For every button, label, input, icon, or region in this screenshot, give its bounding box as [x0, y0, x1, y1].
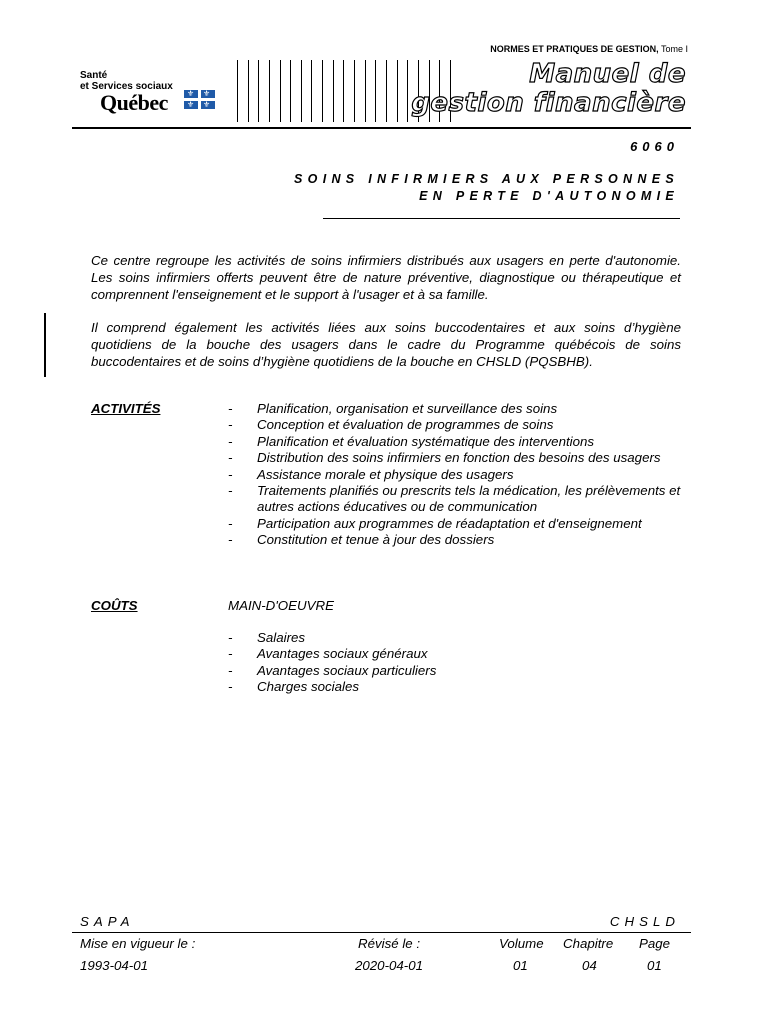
list-item: - Avantages sociaux généraux: [228, 646, 428, 662]
effective-date: 1993-04-01: [80, 958, 149, 973]
chapter-label: Chapitre: [563, 936, 614, 951]
footer-divider: [72, 932, 691, 933]
series-tome: Tome I: [660, 44, 688, 54]
revision-bar: [44, 313, 46, 377]
logo-line2: et Services sociaux: [80, 81, 173, 92]
list-item: - Planification et évaluation systématique des interventions: [228, 433, 595, 449]
list-item: - Avantages sociaux particuliers: [228, 662, 437, 678]
revised-label: Révisé le :: [358, 936, 421, 951]
logo-line1: Santé: [80, 70, 108, 81]
volume-number: 01: [513, 958, 528, 973]
list-item: - Distribution des soins infirmiers en fonction des besoins des usagers: [228, 450, 661, 466]
list-item: - Participation aux programmes de réadaptation et d'enseignement: [228, 515, 642, 531]
manual-title-line2: gestion financière: [411, 88, 686, 118]
activites-label: ACTIVITÉS: [91, 401, 161, 416]
list-item: - Conception et évaluation de programmes de soins: [228, 417, 554, 433]
logo-quebec: Québec: [100, 90, 168, 115]
quebec-flag-icon: ⚜ ⚜ ⚜ ⚜: [184, 90, 215, 109]
series-title: [490, 44, 688, 54]
footer-chsld: CHSLD: [609, 914, 680, 929]
heading-line2: EN PERTE D'AUTONOMIE: [419, 189, 679, 203]
revised-date: 2020-04-01: [355, 958, 424, 973]
section-code: 6060: [630, 139, 679, 154]
main-doeuvre-heading: MAIN-D'OEUVRE: [228, 598, 334, 613]
chapter-number: 04: [582, 958, 597, 973]
volume-label: Volume: [499, 936, 544, 951]
ministry-logo: [80, 70, 211, 115]
pqsbhb-paragraph: Il comprend également les activités liées aux soins buccodentaires et aux soins d’hygiène quotidiens de la bouche des usagers dans le cadre du Programme québécois de soins buccodentaires et de soins d’hygiène quotidiens de la bouche en CHSLD (PQSBHB).: [91, 320, 681, 369]
header-divider: [72, 127, 691, 129]
section-heading: [294, 171, 679, 205]
manual-title-line1: Manuel de: [529, 59, 686, 89]
list-item: - Planification, organisation et surveillance des soins: [228, 401, 558, 416]
intro-paragraph: Ce centre regroupe les activités de soins infirmiers distribués aux usagers en perte d'autonomie. Les soins infirmiers offerts peuvent être de nature préventive, diagnostique ou thérapeutique et comprennent l'enseignement et le support à l'usager et à sa famille.: [91, 253, 681, 302]
series-bold: NORMES ET PRATIQUES DE GESTION,: [490, 44, 659, 54]
list-item: - Assistance morale et physique des usagers: [228, 466, 514, 482]
footer-sapa: SAPA: [80, 914, 135, 929]
heading-line1: SOINS INFIRMIERS AUX PERSONNES: [294, 172, 679, 186]
page-number: 01: [647, 958, 662, 973]
page-label: Page: [639, 936, 671, 951]
activites-list: [228, 401, 717, 549]
list-item: - Constitution et tenue à jour des dossiers: [228, 532, 495, 548]
couts-list: [228, 630, 717, 696]
list-item: - Traitements planifiés ou prescrits tels la médication, les prélèvements et autres actions éducatives ou de communication: [228, 483, 681, 515]
effective-label: Mise en vigueur le :: [80, 936, 196, 951]
couts-label: COÛTS: [91, 598, 138, 613]
list-item: - Salaires: [228, 630, 306, 645]
heading-underline: [323, 218, 680, 219]
manual-title: [411, 60, 686, 118]
list-item: - Charges sociales: [228, 679, 359, 695]
